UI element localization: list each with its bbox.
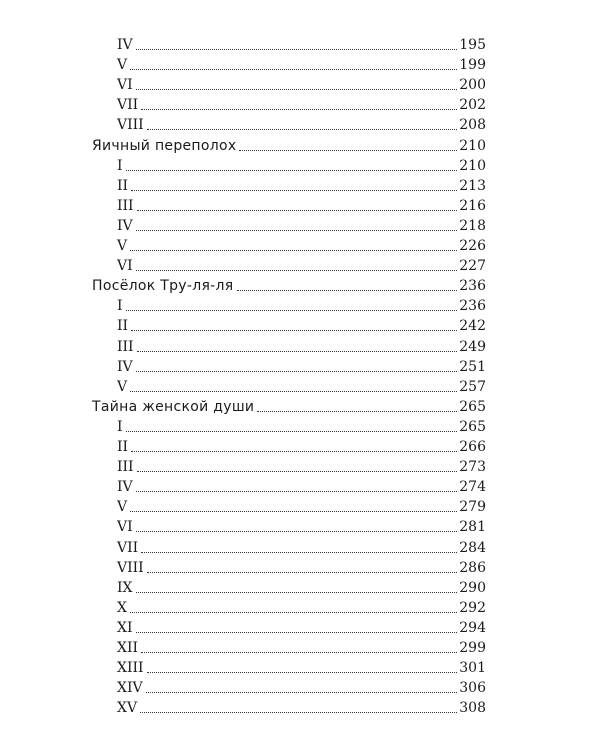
toc-page-number: 208 bbox=[459, 117, 486, 134]
toc-section-row[interactable] bbox=[117, 176, 486, 196]
toc-section-number: X bbox=[117, 599, 127, 616]
toc-dot-leader bbox=[141, 552, 457, 553]
toc-page-number: 236 bbox=[459, 298, 486, 315]
toc-section-number: IV bbox=[117, 358, 133, 375]
toc-section-number: V bbox=[117, 499, 128, 516]
toc-dot-leader bbox=[131, 451, 457, 452]
toc-section-row[interactable] bbox=[117, 457, 486, 477]
toc-dot-leader bbox=[137, 351, 458, 352]
toc-page-number: 266 bbox=[459, 439, 486, 455]
toc-page-number: 199 bbox=[459, 57, 486, 74]
toc-chapter-row[interactable] bbox=[92, 397, 486, 417]
toc-dot-leader bbox=[131, 190, 457, 191]
toc-section-row[interactable] bbox=[117, 377, 486, 397]
toc-section-row[interactable] bbox=[117, 296, 486, 316]
toc-dot-leader bbox=[146, 692, 458, 693]
toc-section-number: XV bbox=[117, 700, 138, 717]
toc-dot-leader bbox=[237, 290, 458, 291]
toc-section-number: VIII bbox=[117, 117, 144, 134]
toc-dot-leader bbox=[147, 672, 458, 673]
toc-page-number: 294 bbox=[459, 619, 486, 636]
toc-section-number: XII bbox=[117, 640, 139, 656]
toc-dot-leader bbox=[141, 109, 457, 110]
toc-section-row[interactable] bbox=[117, 698, 486, 718]
toc-section-number: III bbox=[117, 459, 134, 476]
toc-dot-leader bbox=[147, 572, 458, 573]
toc-page-number: 308 bbox=[459, 700, 486, 717]
toc-dot-leader bbox=[141, 652, 457, 653]
toc-page-number: 210 bbox=[459, 137, 486, 154]
toc-page-number: 306 bbox=[459, 680, 486, 697]
toc-page-number: 210 bbox=[459, 157, 486, 174]
toc-section-number: II bbox=[117, 177, 129, 194]
toc-section-number: I bbox=[117, 298, 123, 315]
toc-page-number: 286 bbox=[459, 559, 486, 576]
toc-chapter-title: Посёлок Тру-ля-ля bbox=[92, 278, 234, 295]
toc-section-row[interactable] bbox=[117, 337, 486, 357]
toc-section-row[interactable] bbox=[117, 95, 486, 115]
toc-section-number: VI bbox=[117, 258, 133, 275]
toc-page-number: 195 bbox=[459, 37, 486, 53]
toc-section-number: XIV bbox=[117, 680, 143, 697]
toc-section-number: V bbox=[117, 57, 128, 74]
toc-page-number: 301 bbox=[459, 660, 486, 677]
toc-chapter-row[interactable] bbox=[92, 276, 486, 296]
toc-section-row[interactable] bbox=[117, 256, 486, 276]
toc-dot-leader bbox=[130, 511, 457, 512]
toc-dot-leader bbox=[136, 371, 458, 372]
toc-section-row[interactable] bbox=[117, 236, 486, 256]
toc-page-number: 290 bbox=[459, 579, 486, 596]
toc-section-row[interactable] bbox=[117, 477, 486, 497]
toc-section-row[interactable] bbox=[117, 678, 486, 698]
toc-page-number: 218 bbox=[459, 217, 486, 234]
toc-page-number: 242 bbox=[459, 318, 486, 335]
toc-page-number: 236 bbox=[459, 278, 486, 295]
toc-chapter-title: Яичный переполох bbox=[92, 137, 237, 154]
toc-page-number: 249 bbox=[459, 338, 486, 355]
toc-dot-leader bbox=[136, 49, 458, 50]
toc-chapter-row[interactable] bbox=[92, 136, 486, 156]
toc-dot-leader bbox=[239, 150, 457, 151]
toc-section-row[interactable] bbox=[117, 35, 486, 55]
toc-section-number: VI bbox=[117, 519, 133, 536]
toc-section-number: V bbox=[117, 238, 128, 254]
toc-section-row[interactable] bbox=[117, 115, 486, 135]
toc-dot-leader bbox=[131, 330, 457, 331]
toc-section-number: II bbox=[117, 318, 129, 335]
toc-dot-leader bbox=[136, 230, 458, 231]
toc-section-row[interactable] bbox=[117, 497, 486, 517]
toc-section-number: VII bbox=[117, 539, 139, 556]
toc-section-number: IV bbox=[117, 37, 133, 53]
toc-section-row[interactable] bbox=[117, 658, 486, 678]
toc-section-number: III bbox=[117, 338, 134, 355]
toc-section-number: VI bbox=[117, 77, 133, 94]
toc-page-number: 281 bbox=[459, 519, 486, 536]
toc-section-row[interactable] bbox=[117, 578, 486, 598]
toc-dot-leader bbox=[130, 250, 457, 251]
toc-section-row[interactable] bbox=[117, 156, 486, 176]
toc-dot-leader bbox=[130, 69, 457, 70]
toc-dot-leader bbox=[130, 391, 457, 392]
toc-page-number: 227 bbox=[459, 258, 486, 275]
toc-page-number: 213 bbox=[459, 177, 486, 194]
toc-dot-leader bbox=[126, 170, 458, 171]
toc-page-number: 257 bbox=[459, 378, 486, 395]
toc-page-number: 200 bbox=[459, 77, 486, 94]
toc-dot-leader bbox=[136, 491, 458, 492]
toc-section-row[interactable] bbox=[117, 638, 486, 658]
toc-dot-leader bbox=[137, 210, 458, 211]
toc-dot-leader bbox=[136, 270, 458, 271]
toc-page-number: 226 bbox=[459, 238, 486, 254]
toc-page-number: 251 bbox=[459, 358, 486, 375]
toc-section-row[interactable] bbox=[117, 216, 486, 236]
toc-section-row[interactable] bbox=[117, 598, 486, 618]
toc-section-number: XIII bbox=[117, 660, 144, 677]
toc-dot-leader bbox=[136, 89, 458, 90]
toc-section-row[interactable] bbox=[117, 55, 486, 75]
toc-dot-leader bbox=[130, 612, 457, 613]
toc-section-row[interactable] bbox=[117, 75, 486, 95]
toc-section-row[interactable] bbox=[117, 316, 486, 336]
toc-dot-leader bbox=[136, 632, 458, 633]
toc-chapter-title: Тайна женской души bbox=[92, 398, 255, 415]
toc-section-number: II bbox=[117, 439, 129, 455]
toc-section-row[interactable] bbox=[117, 538, 486, 558]
toc-dot-leader bbox=[257, 411, 457, 412]
toc-page-number: 284 bbox=[459, 539, 486, 556]
toc-section-number: I bbox=[117, 157, 123, 174]
toc-section-number: V bbox=[117, 378, 128, 395]
toc-dot-leader bbox=[147, 129, 458, 130]
toc-page-number: 216 bbox=[459, 197, 486, 214]
toc-dot-leader bbox=[136, 531, 458, 532]
toc-page-number: 202 bbox=[459, 97, 486, 114]
toc-section-number: IV bbox=[117, 217, 133, 234]
toc-section-number: I bbox=[117, 418, 123, 435]
toc-section-number: VIII bbox=[117, 559, 144, 576]
toc-page-number: 273 bbox=[459, 459, 486, 476]
toc-section-row[interactable] bbox=[117, 357, 486, 377]
toc-section-number: IV bbox=[117, 479, 133, 496]
toc-page-number: 292 bbox=[459, 599, 486, 616]
toc-section-row[interactable] bbox=[117, 417, 486, 437]
toc-section-row[interactable] bbox=[117, 618, 486, 638]
toc-dot-leader bbox=[140, 712, 457, 713]
toc-dot-leader bbox=[136, 592, 458, 593]
toc-page-number: 274 bbox=[459, 479, 486, 496]
toc-page-number: 279 bbox=[459, 499, 486, 516]
toc-section-row[interactable] bbox=[117, 437, 486, 457]
toc-section-number: IX bbox=[117, 579, 133, 596]
toc-section-row[interactable] bbox=[117, 517, 486, 537]
toc-page-number: 299 bbox=[459, 640, 486, 656]
toc-section-number: III bbox=[117, 197, 134, 214]
toc-page-number: 265 bbox=[459, 398, 486, 415]
toc-section-number: VII bbox=[117, 97, 139, 114]
toc-dot-leader bbox=[137, 471, 458, 472]
toc-section-row[interactable] bbox=[117, 196, 486, 216]
toc-section-row[interactable] bbox=[117, 558, 486, 578]
toc-page-number: 265 bbox=[459, 418, 486, 435]
toc-dot-leader bbox=[126, 310, 458, 311]
toc-section-number: XI bbox=[117, 619, 133, 636]
toc-dot-leader bbox=[126, 431, 458, 432]
